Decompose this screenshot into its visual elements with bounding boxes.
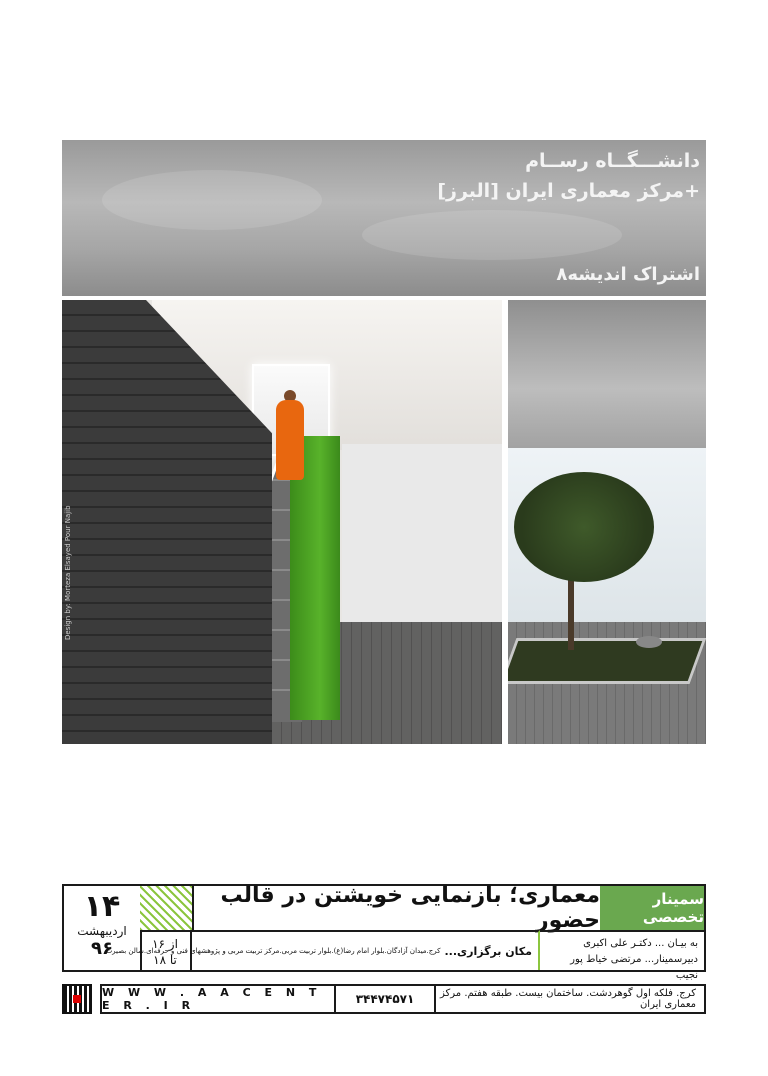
series-name: اشتراک اندیشه۸ [556, 264, 700, 285]
title-cell [192, 883, 600, 933]
right-wall [342, 444, 502, 624]
speaker-line: به بیـان ... دکتـر علی اکبری [583, 938, 698, 949]
header-text [437, 146, 700, 206]
time-from: از ۱۶ [152, 937, 178, 951]
time-to: تا ۱۸ [153, 953, 177, 967]
tree-photo [508, 300, 706, 744]
staircase-photo [62, 300, 502, 744]
bird [636, 636, 662, 648]
address-text: کرج. فلکه اول گوهردشت. ساختمان بیست. طبقه هفتم. مرکز معماری ایران [440, 988, 696, 1010]
center-name: +مرکز معماری ایران [البرز] [437, 180, 700, 202]
date-day: ۱۴ [83, 889, 121, 924]
monk-figure [276, 400, 304, 480]
phone-number: ۳۴۴۷۴۵۷۱ [336, 986, 436, 1012]
date-month: اردیبهشت [77, 924, 127, 938]
venue-label: مکان برگزاری... [444, 944, 532, 958]
speakers-cell [540, 930, 704, 981]
photo-credit: Design by: Morteza Elsayed Pour Najib [64, 505, 72, 640]
website-link[interactable]: W W W . A A C E N T E R . I R [102, 986, 336, 1012]
planter [508, 638, 706, 684]
tree-crown [514, 472, 654, 582]
date-year: ۹۶ [91, 938, 113, 959]
venue-address: کرج.میدان آزادگان.بلوار امام رضا(ع).بلوار تربیت مربی.مرکز تربیت مربی و پژوهشهای فنی و حرفه‌ای.سالن بصیرت [105, 947, 441, 955]
logo-dot-icon [73, 995, 81, 1003]
date-cell [64, 886, 142, 970]
seminar-tag: سمینار تخصصی [600, 886, 704, 930]
seminar-title: معماری؛ بازنمایی خویشتن در قالب حضور [220, 883, 600, 933]
hero-image [62, 140, 706, 744]
cloudy-sky [508, 300, 706, 448]
seminar-info-box [62, 883, 706, 981]
university-name: دانشـــگــاه رســام [525, 150, 700, 172]
hatch-pattern [140, 886, 194, 930]
secretary-line: دبیرسمینار... مرتضی خیاط پور نجیب [570, 954, 698, 981]
footer-bar [100, 984, 706, 1014]
